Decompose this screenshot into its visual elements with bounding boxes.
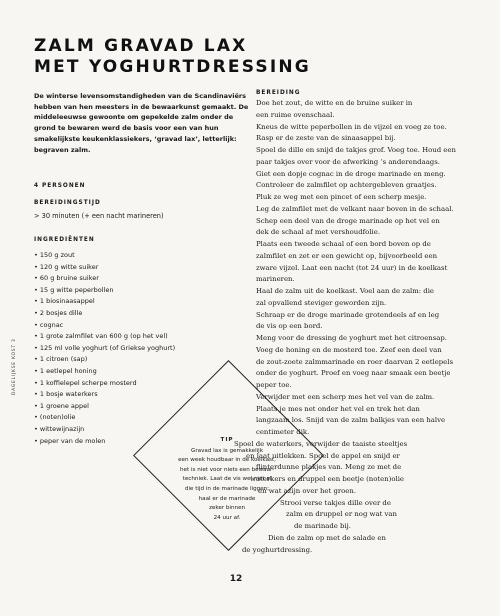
method-line: paar takjes over voor de afwerking ‘s anderendaags.: [256, 157, 440, 166]
method-line: Strooi verse takjes dille over de: [280, 498, 391, 507]
method-line: Giet een dopje cognac in de droge marinade en meng.: [256, 169, 446, 178]
method-line: en wat azijn over het groen.: [258, 486, 357, 495]
method-line: zal opvallend steviger geworden zijn.: [256, 298, 387, 307]
page-number: 12: [229, 574, 243, 584]
ingredient-item: • (noten)olie: [34, 412, 234, 424]
method-line: en laat uitlekken. Spoel de appel en snijd er: [246, 451, 400, 460]
method-line: peper toe.: [256, 381, 292, 389]
method-line: Dien de zalm op met de salade en: [268, 533, 386, 542]
method-line: onder de yoghurt. Proef en voeg naar smaak een beetje: [256, 369, 451, 378]
method-line: Plaats je mes net onder het vel en trek het dan: [256, 404, 420, 413]
tip-line: zeker binnen: [208, 505, 246, 512]
ingredient-item: • 1 citroen (sap): [34, 354, 234, 366]
ingredient-item: • 2 bosjes dille: [34, 308, 234, 320]
ingredient-item: • 150 g zout: [34, 250, 234, 262]
ingredient-item: • 1 biosinaasappel: [34, 296, 234, 308]
tip-box: [152, 436, 302, 523]
method-line: Rasp er de zeste van de sinaasappel bij.: [256, 134, 396, 143]
tip-label: TIP: [220, 437, 234, 443]
servings-label: 4 PERSONEN: [34, 183, 86, 189]
tip-line: haal er de marinade: [198, 495, 256, 502]
method-line: de marinade bij.: [294, 522, 351, 530]
method-line: Schraap er de droge marinade grotendeels af en leg: [256, 310, 440, 319]
method-line: flinterdunne plakjes van. Meng ze met de: [256, 463, 402, 472]
intro-paragraph: De winterse levensomstandigheden van de Scandinaviërs hebben van hen meesters in de bewaarkunst gemaakt. De middeleeuwse gewoonte om gepekelde zalm onder de grond te bewaren werd de basis voor een van hun smakelijkste keukenklassiekers, ‘gravad lax’, letterlijk: begraven zalm.: [34, 92, 249, 154]
method-line: de vis op een bord.: [256, 322, 323, 331]
method-line: een ruime ovenschaal.: [256, 110, 335, 119]
method-line: marineren.: [256, 275, 295, 284]
method-line: Haal de zalm uit de koelkast. Voel aan de zalm: die: [256, 287, 434, 295]
tip-line: die tijd in de marinade liggen;: [184, 485, 270, 492]
method-line: Leg de zalmfilet met de velkant naar boven in de schaal.: [256, 204, 454, 213]
method-line: Plaats een tweede schaal of een bord boven op de: [256, 240, 431, 248]
ingredient-item: • 1 groene appel: [34, 401, 234, 413]
tip-line: een week houdbaar in de koelkast,: [178, 457, 276, 464]
method-line: Controleer de zalmfilet op achtergebleven graatjes.: [256, 181, 437, 190]
recipe-title-line-2: MET YOGHURTDRESSING: [34, 57, 311, 77]
ingredient-item: • cognac: [34, 320, 234, 332]
ingredient-item: • 120 g witte suiker: [34, 262, 234, 274]
ingredient-item: • peper van de molen: [34, 436, 234, 448]
recipe-title-line-1: ZALM GRAVAD LAX: [34, 36, 248, 56]
ingredient-item: • wittewijnazijn: [34, 424, 234, 436]
method-line: de zout-zoete zalmmarinade en roer daarvan 2 eetlepels: [256, 357, 453, 366]
method-line: Spoel de dille en snijd de takjes grof. Voeg toe. Houd een: [256, 146, 456, 154]
ingredient-item: • 1 grote zalmfilet van 600 g (op het vel): [34, 331, 234, 343]
ingredient-item: • 1 bosje waterkers: [34, 389, 234, 401]
method-line: de yoghurtdressing.: [242, 545, 313, 554]
ingredient-item: • 125 ml volle yoghurt (of Griekse yoghurt): [34, 343, 234, 355]
method-line: zalmfilet en zet er een gewicht op, bijvoorbeeld een: [256, 251, 438, 260]
method-line: centimeter dik.: [256, 428, 310, 436]
method-line: zware vijzel. Laat een nacht (tot 24 uur) in de koelkast: [256, 263, 448, 272]
method-line: Doe het zout, de witte en de bruine suiker in: [256, 99, 413, 107]
method-line: waterkers en druppel een beetje (noten)olie: [250, 475, 404, 483]
ingredient-item: • 1 koffielepel scherpe mosterd: [34, 378, 234, 390]
method-line: Pluk ze weg met een pincet of een scherp mesje.: [256, 193, 427, 201]
method-line: Meng voor de dressing de yoghurt met het citroensap.: [256, 334, 447, 342]
prep-time-value: > 30 minuten (+ een nacht marineren): [34, 212, 164, 220]
ingredient-item: • 1 eetlepel honing: [34, 366, 234, 378]
prep-time-label: BEREIDINGSTIJD: [34, 200, 101, 206]
tip-line: techniek. Laat de vis wel niet al: [182, 476, 272, 483]
method-line: dek de schaal af met vershoudfolie.: [256, 228, 381, 237]
method-line: Kneus de witte peperbollen in de vijzel en voeg ze toe.: [256, 122, 447, 131]
recipe-title: [34, 36, 311, 78]
method-label: BEREIDING: [256, 90, 301, 96]
book-side-label: DAGELIJKSE KOST 3: [12, 338, 17, 395]
method-line: Voeg de honing en de mosterd toe. Zeef een deel van: [256, 345, 442, 354]
ingredient-item: • 15 g witte peperbollen: [34, 285, 234, 297]
tip-line: 24 uur af.: [213, 514, 241, 521]
method-line: Spoel de waterkers, verwijder de taaiste steeltjes: [234, 439, 408, 448]
tip-text: [152, 447, 302, 524]
ingredients-label: INGREDIËNTEN: [34, 237, 95, 243]
tip-line: Gravad lax is gemakkelijk: [191, 447, 263, 454]
ingredient-item: • 60 g bruine suiker: [34, 273, 234, 285]
method-line: Schep een deel van de droge marinade op het vel en: [256, 216, 440, 225]
method-line: langzaam los. Snijd van de zalm balkjes van een halve: [256, 416, 446, 425]
method-line: zalm en druppel er nog wat van: [286, 510, 397, 519]
method-line: Verwijder met een scherp mes het vel van de zalm.: [256, 392, 435, 401]
tip-line: het is niet voor niets een bewaar-: [180, 466, 274, 473]
